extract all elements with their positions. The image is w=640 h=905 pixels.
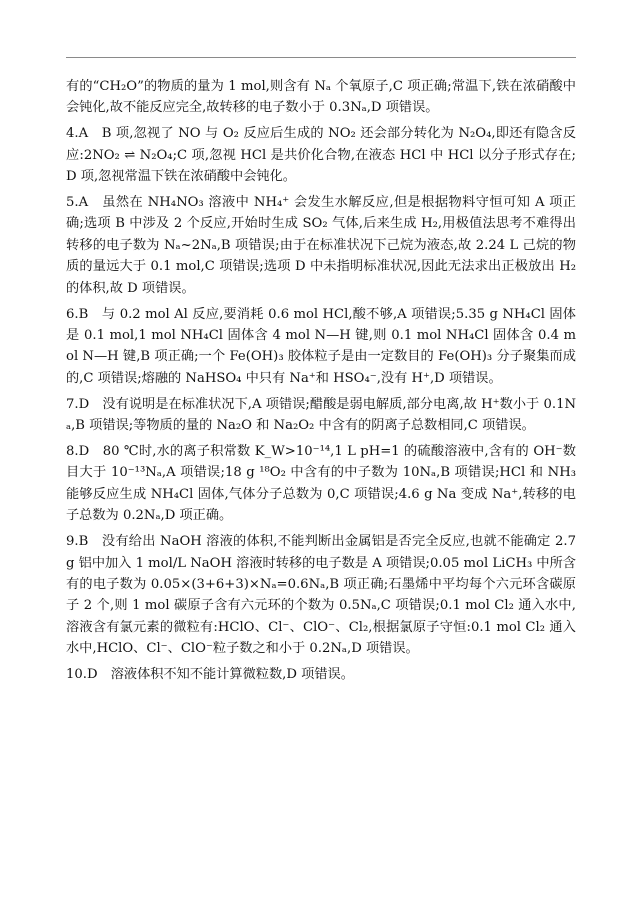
answer-content	[66, 76, 576, 690]
answer-9: 9.B 没有给出 NaOH 溶液的体积,不能判断出金属铝是否完全反应,也就不能确定 2.7 g 铝中加入 1 mol/L NaOH 溶液时转移的电子数是 A 项错误;0.05 mol LiCH₃ 中所含有的电子数为 0.05×(3+6+3)×Nₐ=0.6Nₐ,B 项正确;石墨烯中平均每个六元环含碳原子 2 个,则 1 mol 碳原子含有六元环的个数为 0.5Nₐ,C 项错误;0.1 mol Cl₂ 通入水中,溶液含有氯元素的微粒有:HClO、Cl⁻、ClO⁻、Cl₂,根据氯原子守恒:0.1 mol Cl₂ 通入水中,HClO、Cl⁻、ClO⁻粒子数之和小于 0.2Nₐ,D 项错误。	[66, 534, 576, 657]
paragraph-continuation: 有的“CH₂O”的物质的量为 1 mol,则含有 Nₐ 个氧原子,C 项正确;常温下,铁在浓硝酸中会钝化,故不能反应完全,故转移的电子数小于 0.3Nₐ,D 项错误。	[66, 79, 576, 116]
answer-5: 5.A 虽然在 NH₄NO₃ 溶液中 NH₄⁺ 会发生水解反应,但是根据物料守恒可知 A 项正确;选项 B 中涉及 2 个反应,开始时生成 SO₂ 气体,后来生成 H₂,用极值法思考不难得出转移的电子数为 Nₐ~2Nₐ,B 项错误;由于在标准状况下己烷为液态,故 2.24 L 己烷的物质的量远大于 0.1 mol,C 项错误;选项 D 中未指明标准状况,因此无法求出正极放出 H₂ 的体积,故 D 项错误。	[66, 195, 576, 296]
answer-6: 6.B 与 0.2 mol Al 反应,要消耗 0.6 mol HCl,酸不够,A 项错误;5.35 g NH₄Cl 固体是 0.1 mol,1 mol NH₄Cl 固体含 4 mol N—H 键,则 0.1 mol NH₄Cl 固体含 0.4 mol N—H 键,B 项正确;一个 Fe(OH)₃ 胶体粒子是由一定数目的 Fe(OH)₃ 分子聚集而成的,C 项错误;熔融的 NaHSO₄ 中只有 Na⁺和 HSO₄⁻,没有 H⁺,D 项错误。	[66, 306, 576, 386]
answer-8: 8.D 80 ℃时,水的离子积常数 K_W>10⁻¹⁴,1 L pH=1 的硫酸溶液中,含有的 OH⁻数目大于 10⁻¹³Nₐ,A 项错误;18 g ¹⁸O₂ 中含有的中子数为 10Nₐ,B 项错误;HCl 和 NH₃ 能够反应生成 NH₄Cl 固体,气体分子总数为 0,C 项错误;4.6 g Na 变成 Na⁺,转移的电子总数为 0.2Nₐ,D 项正确。	[66, 444, 576, 524]
header-rule	[66, 57, 576, 58]
answer-10: 10.D 溶液体积不知不能计算微粒数,D 项错误。	[66, 667, 354, 683]
answer-7: 7.D 没有说明是在标准状况下,A 项错误;醋酸是弱电解质,部分电离,故 H⁺数小于 0.1Nₐ,B 项错误;等物质的量的 Na₂O 和 Na₂O₂ 中含有的阴离子总数相同,C 项错误。	[66, 396, 576, 434]
answer-4: 4.A B 项,忽视了 NO 与 O₂ 反应后生成的 NO₂ 还会部分转化为 N₂O₄,即还有隐含反应:2NO₂ ⇌ N₂O₄;C 项,忽视 HCl 是共价化合物,在液态 HCl 中 HCl 以分子形式存在;D 项,忽视常温下铁在浓硝酸中会钝化。	[66, 126, 576, 185]
